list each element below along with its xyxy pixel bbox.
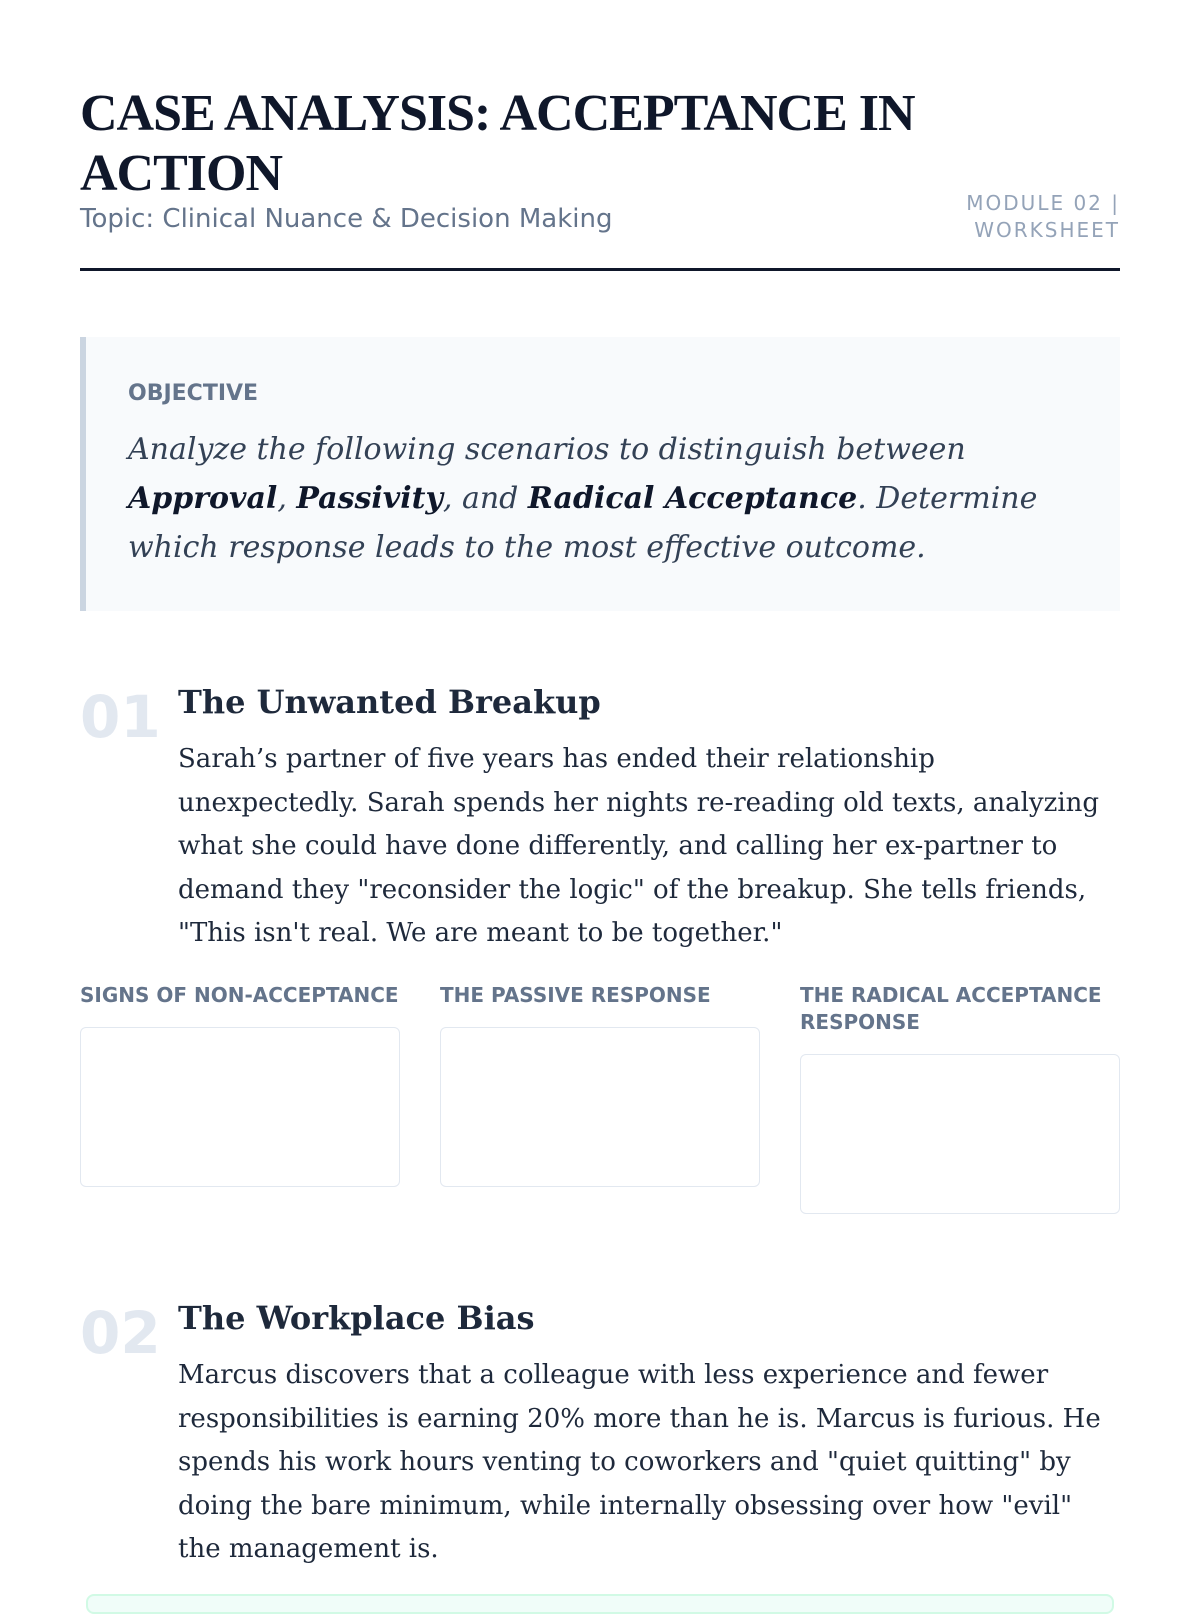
column-label-radical-acceptance: THE RADICAL ACCEPTANCE RESPONSE	[800, 983, 1102, 1034]
scenario-body: Marcus discovers that a colleague with less experience and fewer responsibilities is earning 20% more than he is. Marcus is furious. He spends his work hours venting to coworkers and "quiet quitting" by doing the bare minimum, while internally obsessing over how "evil" the management is.	[178, 1360, 1101, 1564]
column-label-passive-response: THE PASSIVE RESPONSE	[440, 983, 711, 1007]
term-radical-acceptance: Radical Acceptance	[527, 481, 858, 516]
scenario-title: The Unwanted Breakup	[178, 683, 601, 721]
objective-text: Analyze the following scenarios to distinguish between Approval, Passivity, and Radical Acceptance. Determine which response leads to the most effective outcome.	[128, 432, 1038, 565]
answer-box-radical-acceptance[interactable]	[800, 1054, 1120, 1214]
column-label-non-acceptance: SIGNS OF NON-ACCEPTANCE	[80, 983, 399, 1007]
objective-label: OBJECTIVE	[128, 381, 259, 406]
next-section-box	[86, 1594, 1114, 1614]
objective-callout	[80, 337, 1120, 611]
scenario-title: The Workplace Bias	[178, 1299, 535, 1337]
page-subtitle: Topic: Clinical Nuance & Decision Making	[80, 204, 613, 234]
term-approval: Approval	[128, 481, 278, 516]
scenario-number: 01	[80, 683, 161, 751]
answer-box-non-acceptance[interactable]	[80, 1027, 400, 1187]
module-tag: MODULE 02 | WORKSHEET	[966, 191, 1120, 242]
scenario-number: 02	[80, 1299, 161, 1367]
answer-box-passive-response[interactable]	[440, 1027, 760, 1187]
scenario-body: Sarah’s partner of five years has ended their relationship unexpectedly. Sarah spends her nights re-reading old texts, analyzing what she could have done differently, and calling her ex-partner to demand they "reconsider the logic" of the breakup. She tells friends, "This isn't real. We are meant to be together."	[178, 744, 1100, 948]
term-passivity: Passivity	[296, 481, 443, 516]
page-title: CASE ANALYSIS: ACCEPTANCE IN ACTION	[80, 85, 915, 202]
worksheet-header	[80, 80, 1120, 271]
